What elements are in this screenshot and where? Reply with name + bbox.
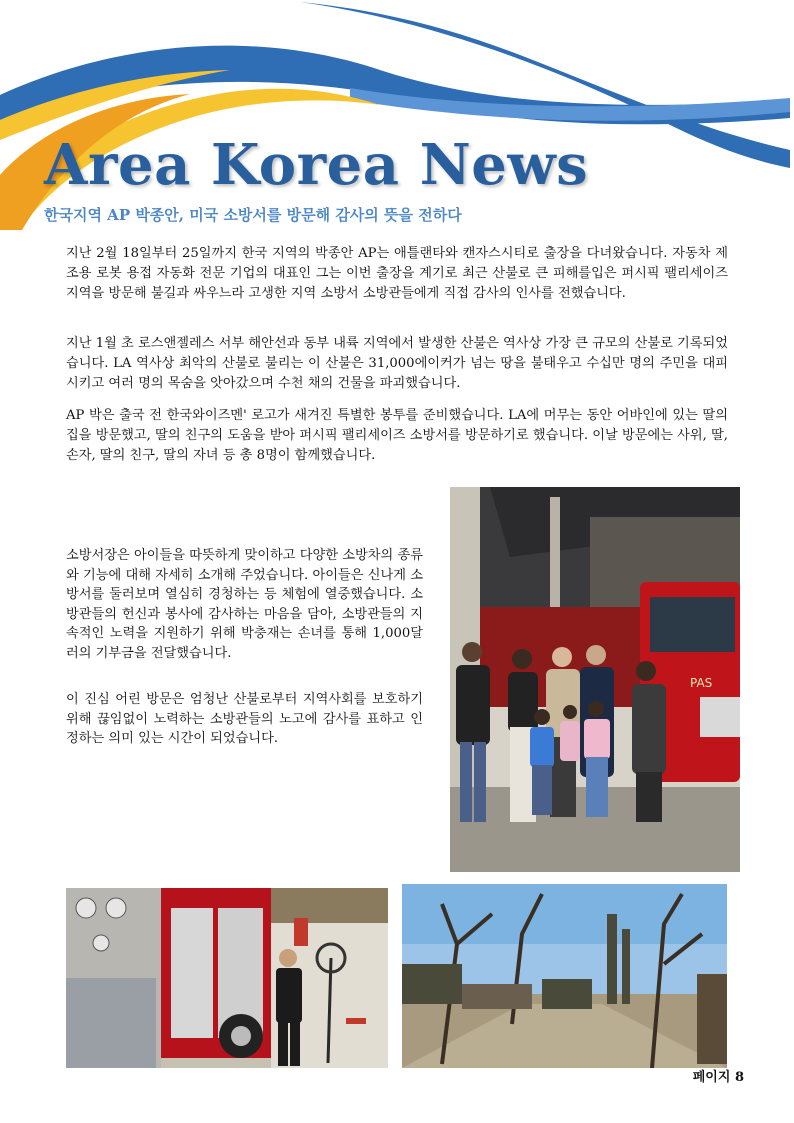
newsletter-title: Area Korea News: [44, 132, 589, 198]
article-paragraph-1: 지난 2월 18일부터 25일까지 한국 지역의 박종안 AP는 애틀랜타와 캔자스시티로 출장을 다녀왔습니다. 자동차 제조용 로봇 용접 자동화 전문 기업의 대표인 그는 이번 출장을 계기로 최근 산불로 큰 피해를입은 퍼시픽 팰리세이즈 지역을 방문해 불길과 싸우느라 고생한 지역 소방서 소방관들에게 직접 감사의 인사를 전했습니다.: [66, 246, 728, 301]
article-subtitle: 한국지역 AP 박종안, 미국 소방서를 방문해 감사의 뜻을 전하다: [44, 206, 462, 224]
group-photo-fire-station: [450, 487, 740, 872]
truck-label: PAS: [690, 676, 713, 690]
article-paragraph-5: 이 진심 어린 방문은 엄청난 산불로부터 지역사회를 보호하기 위해 끊임없이 노력하는 소방관들의 노고에 감사를 표하고 인정하는 의미 있는 시간이 되었습니다.: [66, 692, 423, 746]
article-paragraph-4: 소방서장은 아이들을 따뜻하게 맞이하고 다양한 소방차의 종류와 기능에 대해 자세히 소개해 주었습니다. 아이들은 신나게 소방서를 둘러보며 열심히 경청하는 등 체험에 열중했습니다. 소방관들의 헌신과 봉사에 감사하는 마음을 담아, 소방관들의 지속적인 노력을 지원하기 위해 박충재는 손녀를 통해 1,000달러의 기부금을 전달했습니다.: [66, 548, 423, 661]
page-number: 페이지 8: [692, 1070, 744, 1085]
firefighter-truck-photo: [66, 888, 388, 1068]
article-paragraph-3: AP 박은 출국 전 한국와이즈멘' 로고가 새겨진 특별한 봉투를 준비했습니다. LA에 머무는 동안 어바인에 있는 딸의 집을 방문했고, 딸의 친구의 도움을 받아 퍼시픽 팰리세이즈 소방서를 방문하기로 했습니다. 이날 방문에는 사위, 딸, 손자, 딸의 친구, 딸의 자녀 등 총 8명이 함께했습니다.: [66, 408, 728, 463]
wildfire-aftermath-photo: [402, 884, 727, 1068]
article-paragraph-2: 지난 1월 초 로스앤젤레스 서부 해안선과 동부 내륙 지역에서 발생한 산불은 역사상 가장 큰 규모의 산불로 기록되었습니다. LA 역사상 최악의 산불로 불리는 이 산불은 31,000에이커가 넘는 땅을 불태우고 수십만 명의 주민을 대피시키고 여러 명의 목숨을 앗아갔으며 수천 채의 건물을 파괴했습니다.: [66, 336, 728, 391]
